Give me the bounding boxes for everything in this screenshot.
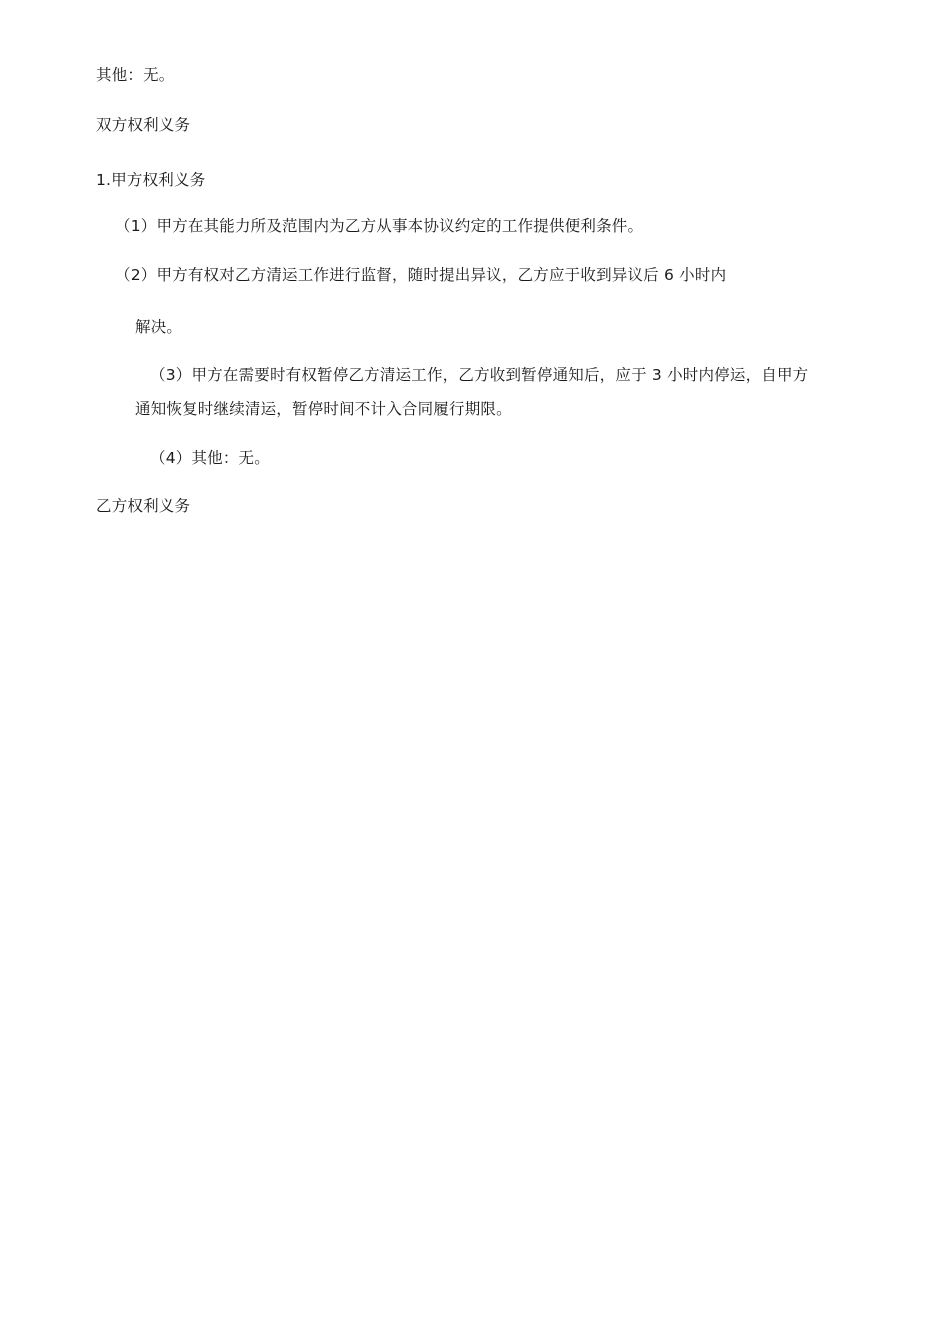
section-heading-mutual-rights: 双方权利义务 bbox=[96, 116, 191, 134]
section-heading-party-b: 乙方权利义务 bbox=[96, 497, 191, 515]
party-a-clause-3: （3）甲方在需要时有权暂停乙方清运工作，乙方收到暂停通知后，应于 3 小时内停运，自甲方 bbox=[150, 366, 809, 384]
party-a-clause-3-continuation: 通知恢复时继续清运，暂停时间不计入合同履行期限。 bbox=[135, 400, 512, 418]
other-clause-text: 其他：无。 bbox=[96, 66, 175, 84]
party-a-clause-1: （1）甲方在其能力所及范围内为乙方从事本协议约定的工作提供便利条件。 bbox=[115, 217, 644, 235]
party-a-clause-2-continuation: 解决。 bbox=[135, 318, 183, 336]
party-a-clause-4: （4）其他：无。 bbox=[150, 449, 270, 467]
party-a-clause-2: （2）甲方有权对乙方清运工作进行监督，随时提出异议，乙方应于收到异议后 6 小时内 bbox=[115, 266, 727, 284]
subsection-heading-party-a: 1.甲方权利义务 bbox=[96, 171, 206, 189]
